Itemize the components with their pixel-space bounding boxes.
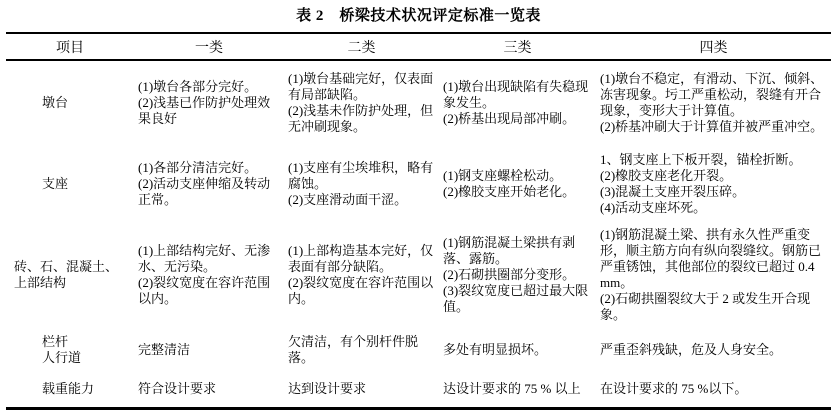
- item-label-line: 砖、石、混凝土、: [14, 259, 119, 274]
- cell-text: (1)墩台基础完好，仅表面有局部缺陷。: [288, 71, 434, 102]
- col-header-item: 项目: [56, 41, 84, 56]
- cell-text: (2)浅基未作防护处理，但无冲刷现象。: [288, 103, 434, 134]
- cell-railings-class2: [284, 327, 439, 372]
- col-header-class4: 四类: [699, 41, 728, 56]
- item-label-line: 栏杆: [42, 333, 69, 349]
- item-label-line: 上部结构: [14, 275, 67, 290]
- col-header-class3: 三类: [503, 41, 532, 56]
- cell-bearings-class1: [134, 145, 284, 223]
- item-label-railings-sidewalk: [6, 327, 134, 372]
- cell-text: (2)橡胶支座开始老化。: [443, 184, 576, 199]
- table-row-piers: [6, 60, 831, 145]
- cell-text: (1)各部分清洁完好。: [138, 160, 258, 175]
- cell-text: (1)支座有尘埃堆积，略有腐蚀。: [288, 160, 434, 191]
- cell-piers-class2: [284, 60, 439, 145]
- cell-text: (1)钢筋混凝土梁、拱有永久性严重变形，顺主筋方向有纵向裂缝纹。钢筋已严重锈蚀，其他部位的裂纹已超过 0.4 mm。: [600, 227, 822, 290]
- cell-text: 在设计要求的 75 %以下。: [600, 381, 748, 397]
- item-label-bearings: [6, 145, 134, 223]
- cell-text: (3)混凝土支座开裂压碎。: [600, 184, 746, 199]
- item-label-line: 人行道: [42, 349, 82, 365]
- table-header-row: [6, 33, 831, 60]
- cell-load-class4: [596, 372, 831, 408]
- cell-text: 符合设计要求: [138, 381, 217, 397]
- table-row-railings-sidewalk: [6, 327, 831, 372]
- item-label-line: 支座: [42, 176, 69, 191]
- cell-text: (1)钢支座螺栓松动。: [443, 168, 563, 183]
- cell-piers-class1: [134, 60, 284, 145]
- item-label-piers: [6, 60, 134, 145]
- table-row-load-capacity: [6, 372, 831, 408]
- cell-superstructure-class4: [596, 223, 831, 327]
- cell-text: 完整清洁: [138, 341, 191, 357]
- table-row-bearings: [6, 145, 831, 223]
- cell-superstructure-class3: [439, 223, 596, 327]
- item-label-superstructure: [6, 223, 134, 327]
- cell-load-class2: [284, 372, 439, 408]
- cell-bearings-class3: [439, 145, 596, 223]
- cell-piers-class4: [596, 60, 831, 145]
- cell-text: (2)石砌拱圈裂纹大于 2 或发生开合现象。: [600, 291, 811, 322]
- cell-railings-class4: [596, 327, 831, 372]
- cell-text: 达到设计要求: [288, 381, 367, 397]
- cell-text: (2)活动支座伸缩及转动正常。: [138, 176, 271, 207]
- cell-superstructure-class1: [134, 223, 284, 327]
- cell-bearings-class2: [284, 145, 439, 223]
- cell-piers-class3: [439, 60, 596, 145]
- item-label-line: 墩台: [42, 95, 69, 110]
- cell-text: (2)浅基已作防护处理效果良好: [138, 95, 271, 126]
- cell-text: (1)上部构造基本完好，仅表面有部分缺陷。: [288, 243, 434, 274]
- cell-text: 1、钢支座上下板开裂，锚栓折断。: [600, 152, 802, 167]
- cell-railings-class1: [134, 327, 284, 372]
- cell-text: (2)桥基冲刷大于计算值并被严重冲空。: [600, 119, 824, 134]
- cell-text: 达设计要求的 75 % 以上: [443, 381, 581, 397]
- bridge-condition-table: [6, 32, 831, 410]
- cell-text: 多处有明显损坏。: [443, 341, 548, 357]
- cell-load-class3: [439, 372, 596, 408]
- cell-superstructure-class2: [284, 223, 439, 327]
- cell-text: (2)支座滑动面干涩。: [288, 192, 408, 207]
- table-title: 表 2 桥梁技术状况评定标准一览表: [296, 8, 541, 24]
- cell-text: (1)墩台出现缺陷有失稳现象发生。: [443, 79, 589, 110]
- item-label-load-capacity: [6, 372, 134, 408]
- cell-text: (2)石砌拱圈部分变形。: [443, 267, 576, 282]
- cell-text: (1)钢筋混凝土梁拱有剥落、露筋。: [443, 235, 576, 266]
- cell-text: (2)裂纹宽度在容许范围以内。: [288, 275, 434, 306]
- cell-text: (1)墩台各部分完好。: [138, 79, 258, 94]
- col-header-class2: 二类: [347, 41, 376, 56]
- cell-text: (4)活动支座坏死。: [600, 200, 707, 215]
- cell-bearings-class4: [596, 145, 831, 223]
- cell-load-class1: [134, 372, 284, 408]
- table-row-superstructure: [6, 223, 831, 327]
- cell-text: (2)桥基出现局部冲刷。: [443, 111, 576, 126]
- cell-text: (2)橡胶支座老化开裂。: [600, 168, 733, 183]
- cell-text: (1)墩台不稳定，有滑动、下沉、倾斜、冻害现象。圬工严重松动，裂缝有开合现象，变形大于计算值。: [600, 71, 824, 118]
- cell-text: 严重歪斜残缺，危及人身安全。: [600, 341, 783, 357]
- cell-text: 欠清洁，有个别杆件脱落。: [288, 333, 419, 365]
- cell-railings-class3: [439, 327, 596, 372]
- cell-text: (3)裂纹宽度已超过最大限值。: [443, 283, 589, 314]
- item-label-line: 载重能力: [42, 381, 95, 397]
- col-header-class1: 一类: [195, 41, 223, 56]
- cell-text: (1)上部结构完好、无渗水、无污染。: [138, 243, 271, 274]
- cell-text: (2)裂纹宽度在容许范围以内。: [138, 275, 271, 306]
